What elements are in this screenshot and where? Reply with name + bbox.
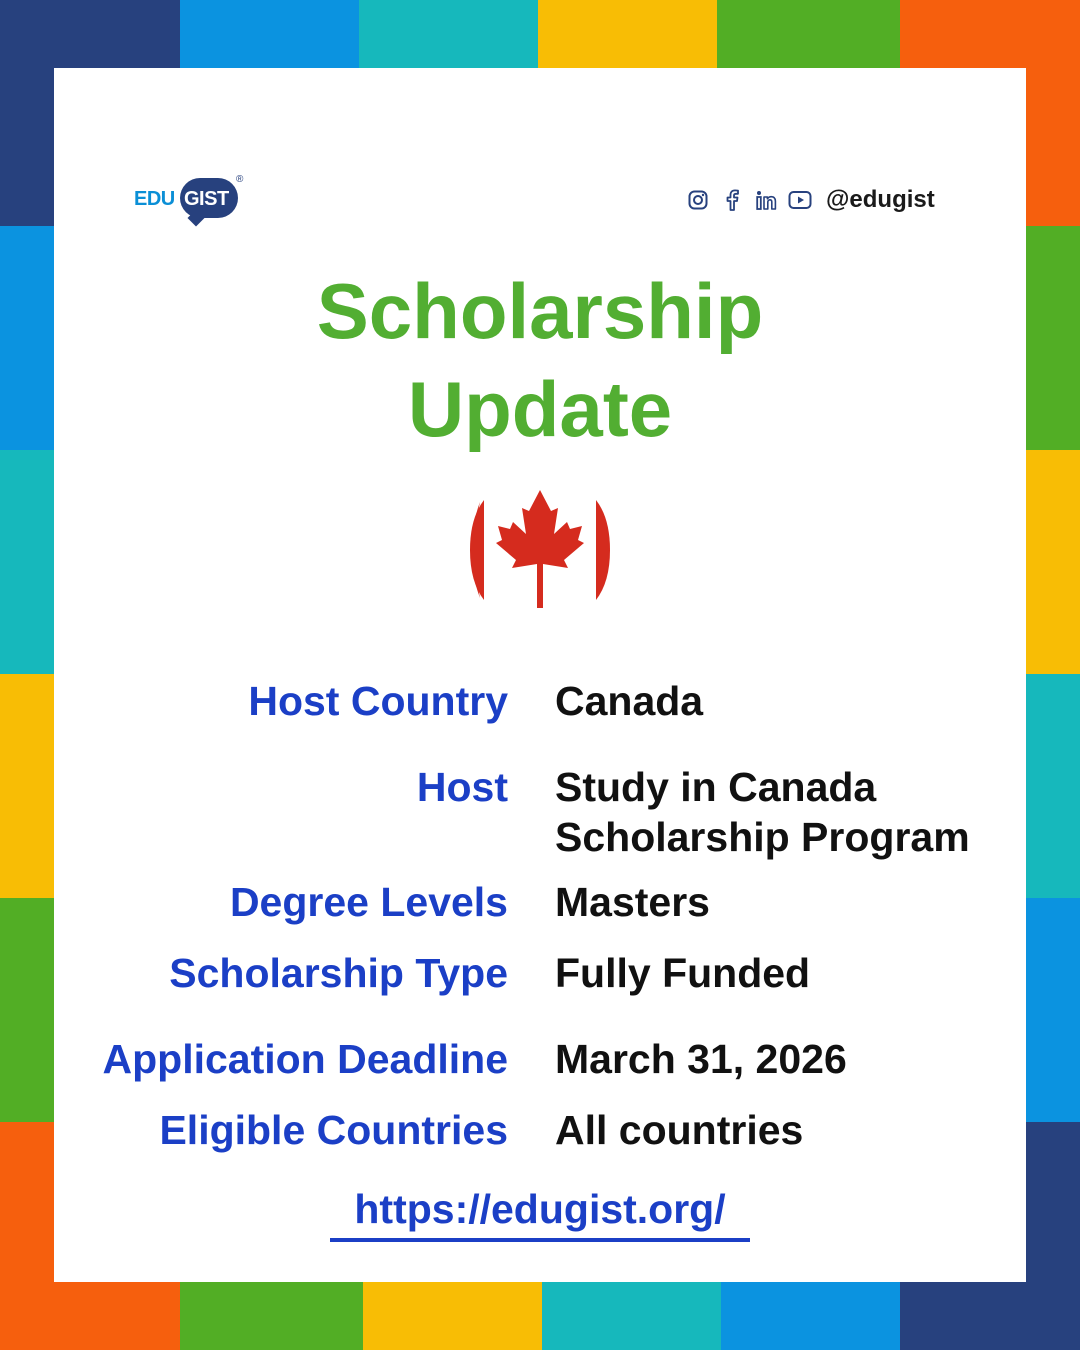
border-segment <box>180 0 359 68</box>
detail-value: Fully Funded <box>555 950 811 996</box>
border-segment <box>1026 898 1080 1122</box>
instagram-icon[interactable] <box>686 188 710 212</box>
detail-label: Application Deadline <box>102 1036 508 1082</box>
content-card <box>54 68 1026 1282</box>
youtube-icon[interactable] <box>788 188 812 212</box>
border-segment <box>0 898 54 1122</box>
border-segment <box>180 1282 363 1350</box>
detail-value-line-2: Scholarship Program <box>555 814 970 860</box>
title-line-1: Scholarship <box>316 267 764 355</box>
logo-gist-text: GIST <box>184 188 229 210</box>
border-segment <box>1026 674 1080 898</box>
detail-value: March 31, 2026 <box>555 1036 847 1082</box>
canada-flag-icon <box>466 488 614 612</box>
border-segment <box>717 0 900 68</box>
border-segment <box>0 674 54 898</box>
border-segment <box>0 226 54 450</box>
detail-label: Host Country <box>248 678 508 724</box>
border-segment <box>0 450 54 674</box>
social-handle[interactable]: @edugist <box>826 186 935 213</box>
border-segment <box>0 1282 180 1350</box>
border-segment <box>1026 226 1080 450</box>
detail-label: Host <box>416 764 508 810</box>
border-segment <box>0 1122 54 1282</box>
website-link[interactable]: https://edugist.org/ <box>354 1186 726 1232</box>
border-segment <box>538 0 717 68</box>
logo-edu-text: EDU <box>134 188 175 210</box>
detail-value: All countries <box>555 1107 804 1153</box>
border-segment <box>542 1282 721 1350</box>
detail-value: Study in Canada <box>555 764 877 810</box>
facebook-icon[interactable] <box>720 188 744 212</box>
link-underline <box>330 1238 750 1242</box>
page-title <box>54 262 1026 458</box>
border-segment <box>0 0 180 68</box>
title-line-2: Update <box>407 365 673 453</box>
edugist-logo[interactable] <box>134 174 246 222</box>
border-segment <box>0 68 54 226</box>
registered-mark: ® <box>236 174 244 185</box>
detail-label: Eligible Countries <box>159 1107 508 1153</box>
social-bar <box>686 186 935 214</box>
border-segment <box>1026 1122 1080 1282</box>
detail-label: Degree Levels <box>229 879 508 925</box>
website-link-container <box>330 1180 750 1242</box>
border-segment <box>721 1282 900 1350</box>
border-segment <box>359 0 538 68</box>
border-segment <box>363 1282 542 1350</box>
detail-label: Scholarship Type <box>169 950 508 996</box>
border-segment <box>900 1282 1080 1350</box>
detail-value: Canada <box>555 678 704 724</box>
border-segment <box>900 0 1080 68</box>
detail-value: Masters <box>555 879 710 925</box>
border-segment <box>1026 450 1080 674</box>
border-segment <box>1026 68 1080 226</box>
linkedin-icon[interactable] <box>754 188 778 212</box>
